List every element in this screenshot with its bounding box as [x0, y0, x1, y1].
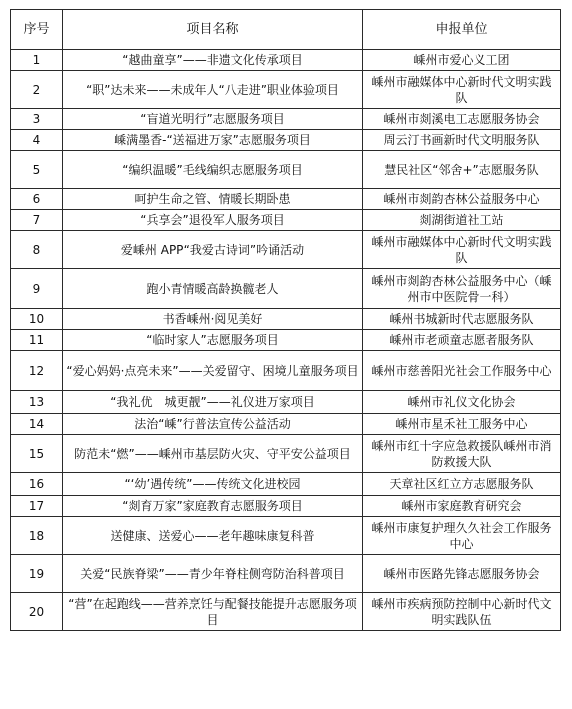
row-no: 11	[11, 330, 63, 351]
row-unit: 嵊州市剡韵杏林公益服务中心（嵊州市中医院骨一科）	[363, 269, 561, 309]
row-no: 12	[11, 351, 63, 391]
row-unit: 嵊州市融媒体中心新时代文明实践队	[363, 231, 561, 269]
table-row	[11, 351, 561, 391]
row-project: 爱嵊州 APP“我爱古诗词”吟诵活动	[63, 231, 363, 269]
row-project: “‘幼’遇传统”——传统文化进校园	[63, 473, 363, 496]
table-row	[11, 391, 561, 414]
row-unit: 嵊州市爱心义工团	[363, 50, 561, 71]
table-row	[11, 330, 561, 351]
table-row	[11, 309, 561, 330]
row-no: 19	[11, 555, 63, 593]
row-no: 17	[11, 496, 63, 517]
row-no: 3	[11, 109, 63, 130]
table-row	[11, 151, 561, 189]
row-unit: 嵊州市家庭教育研究会	[363, 496, 561, 517]
table-header-row	[11, 10, 561, 50]
header-project: 项目名称	[63, 10, 363, 50]
table-row	[11, 269, 561, 309]
table-row	[11, 109, 561, 130]
table-row	[11, 50, 561, 71]
row-no: 4	[11, 130, 63, 151]
row-project: “我礼优 城更靓”——礼仪进万家项目	[63, 391, 363, 414]
row-unit: 嵊州市剡溪电工志愿服务协会	[363, 109, 561, 130]
row-unit: 嵊州市星禾社工服务中心	[363, 414, 561, 435]
row-project: 嵊满墨香-“送福进万家”志愿服务项目	[63, 130, 363, 151]
table-row	[11, 593, 561, 631]
row-no: 10	[11, 309, 63, 330]
row-no: 9	[11, 269, 63, 309]
row-no: 15	[11, 435, 63, 473]
row-project: 法治“嵊”行普法宣传公益活动	[63, 414, 363, 435]
row-unit: 周云汀书画新时代文明服务队	[363, 130, 561, 151]
row-project: “临时家人”志愿服务项目	[63, 330, 363, 351]
row-unit: 嵊州市疾病预防控制中心新时代文明实践队伍	[363, 593, 561, 631]
row-unit: 嵊州市礼仪文化协会	[363, 391, 561, 414]
row-project: 送健康、送爱心——老年趣味康复科普	[63, 517, 363, 555]
row-unit: 嵊州市剡韵杏林公益服务中心	[363, 189, 561, 210]
row-no: 14	[11, 414, 63, 435]
table-row	[11, 496, 561, 517]
table-row	[11, 189, 561, 210]
project-table	[10, 9, 561, 631]
row-unit: 嵊州市红十字应急救援队嵊州市消防救援大队	[363, 435, 561, 473]
table-row	[11, 414, 561, 435]
row-unit: 嵊州市融媒体中心新时代文明实践队	[363, 71, 561, 109]
table-row	[11, 130, 561, 151]
row-unit: 嵊州市慈善阳光社会工作服务中心	[363, 351, 561, 391]
row-project: “剡育万家”家庭教育志愿服务项目	[63, 496, 363, 517]
row-no: 5	[11, 151, 63, 189]
row-project: 跑小青情暖高龄换髋老人	[63, 269, 363, 309]
row-unit: 嵊州书城新时代志愿服务队	[363, 309, 561, 330]
row-no: 1	[11, 50, 63, 71]
row-no: 8	[11, 231, 63, 269]
row-project: “营”在起跑线——营养烹饪与配餐技能提升志愿服务项目	[63, 593, 363, 631]
row-project: “盲道光明行”志愿服务项目	[63, 109, 363, 130]
row-unit: 天章社区红立方志愿服务队	[363, 473, 561, 496]
table-row	[11, 210, 561, 231]
row-project: “兵享会”退役军人服务项目	[63, 210, 363, 231]
row-no: 13	[11, 391, 63, 414]
header-unit: 申报单位	[363, 10, 561, 50]
table-row	[11, 435, 561, 473]
row-unit: 嵊州市康复护理久久社会工作服务中心	[363, 517, 561, 555]
row-no: 18	[11, 517, 63, 555]
row-no: 20	[11, 593, 63, 631]
table-row	[11, 555, 561, 593]
table-row	[11, 473, 561, 496]
table-row	[11, 71, 561, 109]
row-project: “职”达未来——未成年人“八走进”职业体验项目	[63, 71, 363, 109]
row-project: “编织温暖”毛线编织志愿服务项目	[63, 151, 363, 189]
row-no: 16	[11, 473, 63, 496]
table-row	[11, 517, 561, 555]
row-unit: 嵊州市医路先锋志愿服务协会	[363, 555, 561, 593]
row-no: 2	[11, 71, 63, 109]
row-project: 防范未“燃”——嵊州市基层防火灾、守平安公益项目	[63, 435, 363, 473]
header-no: 序号	[11, 10, 63, 50]
row-no: 6	[11, 189, 63, 210]
table-row	[11, 231, 561, 269]
row-project: “爱心妈妈·点亮未来”——关爱留守、困境儿童服务项目	[63, 351, 363, 391]
row-project: 书香嵊州·阅见美好	[63, 309, 363, 330]
row-no: 7	[11, 210, 63, 231]
row-project: 关爱“民族脊梁”——青少年脊柱侧弯防治科普项目	[63, 555, 363, 593]
row-unit: 剡湖街道社工站	[363, 210, 561, 231]
row-project: 呵护生命之管、情暖长期卧患	[63, 189, 363, 210]
row-project: “越曲童享”——非遗文化传承项目	[63, 50, 363, 71]
row-unit: 慧民社区“邻舍+”志愿服务队	[363, 151, 561, 189]
row-unit: 嵊州市老顽童志愿者服务队	[363, 330, 561, 351]
